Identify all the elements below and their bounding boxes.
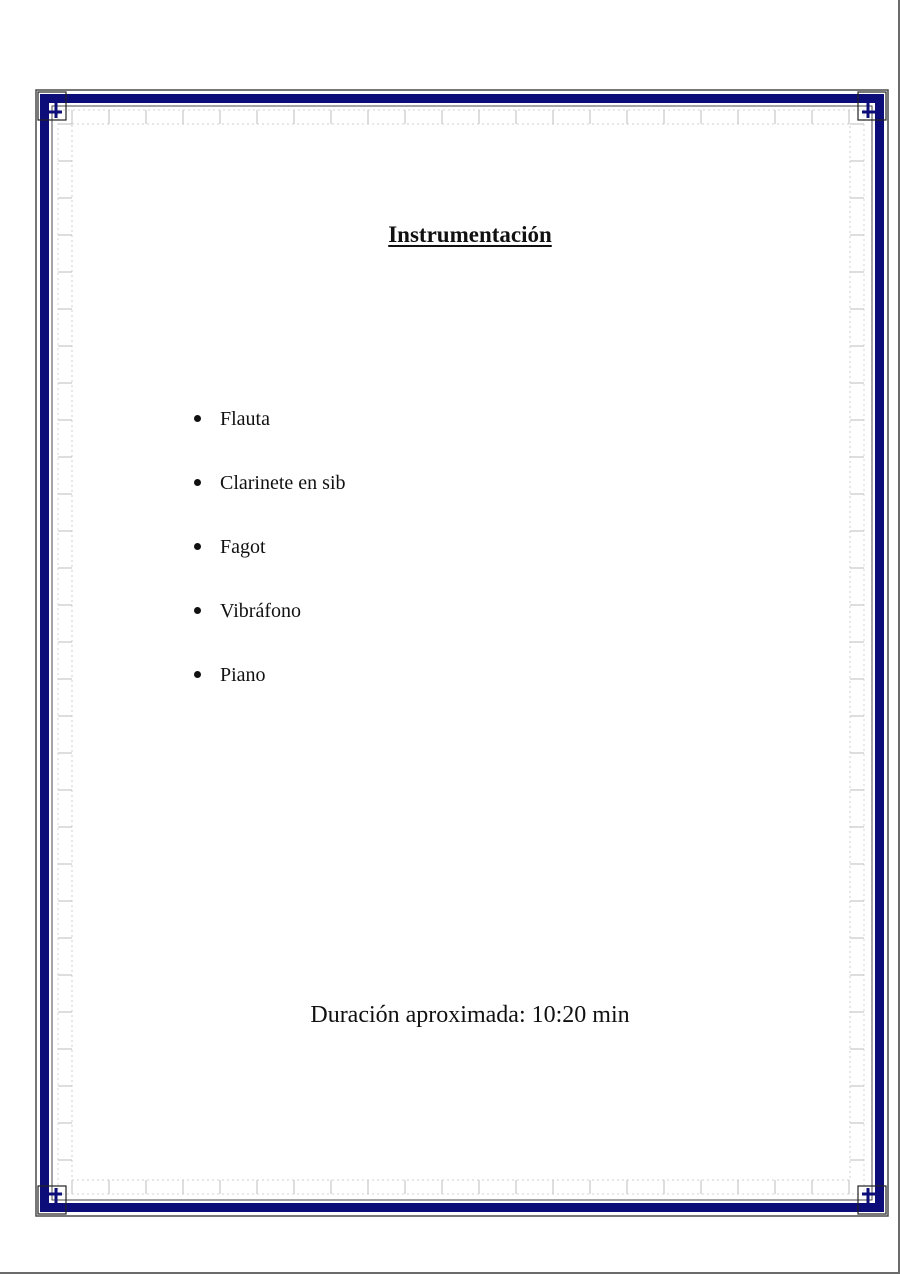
bullet-dot-icon xyxy=(194,671,201,678)
instrument-label: Vibráfono xyxy=(220,600,301,622)
instrument-label: Fagot xyxy=(220,536,266,558)
list-item xyxy=(192,660,346,724)
list-item xyxy=(192,532,346,596)
bullet-dot-icon xyxy=(194,479,201,486)
bullet-dot-icon xyxy=(194,607,201,614)
instrument-list xyxy=(192,404,346,724)
instrument-label: Piano xyxy=(220,664,266,686)
list-item xyxy=(192,596,346,660)
instrument-label: Clarinete en sib xyxy=(220,472,346,494)
instrument-label: Flauta xyxy=(220,408,270,430)
list-item xyxy=(192,468,346,532)
duration-text: Duración aproximada: 10:20 min xyxy=(310,1002,630,1028)
bullet-dot-icon xyxy=(194,543,201,550)
page-title: Instrumentación xyxy=(388,222,552,247)
bullet-dot-icon xyxy=(194,415,201,422)
list-item xyxy=(192,404,346,468)
